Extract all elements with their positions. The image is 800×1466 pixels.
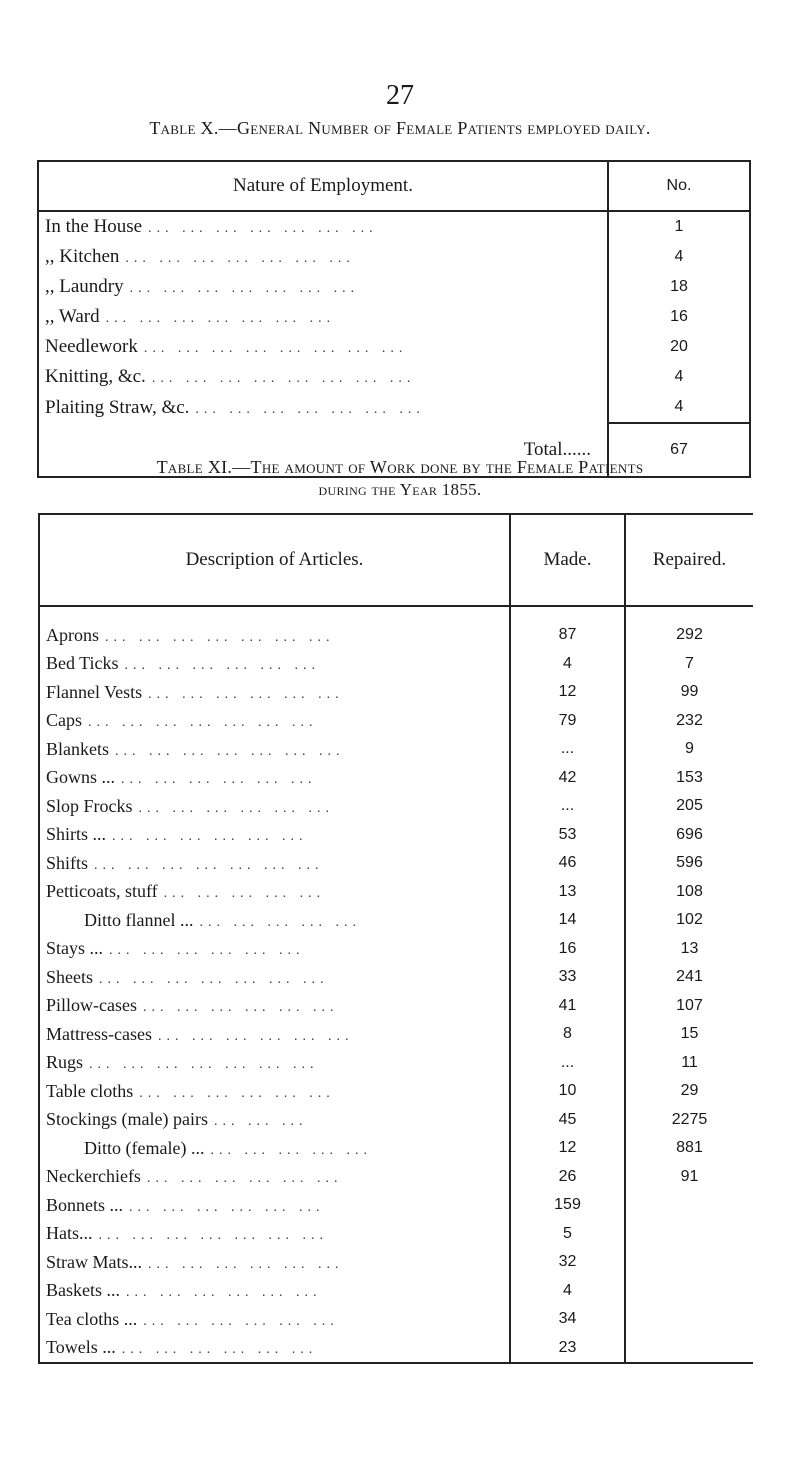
row-label: Stockings (male) pairs bbox=[46, 1109, 208, 1130]
row-label: ,, Laundry bbox=[45, 276, 124, 297]
made-cell: 16 bbox=[510, 935, 625, 964]
dot-leader: ... ... ... ... ... ... ... bbox=[89, 1057, 319, 1073]
dot-leader: ... ... ... ... ... ... ... bbox=[148, 221, 378, 236]
article-cell bbox=[39, 1334, 510, 1364]
leader-line bbox=[46, 767, 503, 788]
row-label: Shifts bbox=[46, 852, 89, 873]
count-cell: 18 bbox=[608, 272, 750, 302]
row-label: Shirts ... bbox=[46, 824, 107, 845]
table-row bbox=[39, 707, 753, 736]
repaired-cell: 102 bbox=[676, 911, 703, 929]
article-cell bbox=[39, 1248, 510, 1277]
repaired-cell: 13 bbox=[680, 939, 699, 957]
dot-leader: ... ... ... ... ... ... ... bbox=[105, 629, 335, 645]
table-row bbox=[39, 1191, 753, 1220]
leader-line bbox=[46, 1337, 503, 1358]
repaired-cell: 107 bbox=[676, 996, 703, 1014]
table-row bbox=[39, 764, 753, 793]
table-x-body bbox=[38, 211, 750, 423]
leader-line bbox=[46, 938, 503, 959]
row-label: Ditto (female) ... bbox=[84, 1137, 205, 1158]
employment-cell bbox=[38, 272, 608, 302]
row-label: Knitting, &c. bbox=[45, 366, 146, 387]
dot-leader: ... ... ... bbox=[213, 1114, 308, 1130]
article-cell bbox=[39, 1305, 510, 1334]
repaired-cell: 15 bbox=[680, 1025, 699, 1043]
article-cell bbox=[39, 963, 510, 992]
repaired-cell: 2275 bbox=[671, 1110, 708, 1128]
leader-line bbox=[45, 336, 601, 358]
col-no-header: No. bbox=[608, 161, 750, 211]
made-cell: 12 bbox=[510, 1134, 625, 1163]
leader-line bbox=[46, 1024, 503, 1045]
repaired-cell: 91 bbox=[680, 1167, 699, 1185]
dot-leader: ... ... ... ... ... ... bbox=[129, 1199, 325, 1215]
row-label: Hats... bbox=[46, 1223, 93, 1244]
dot-leader: ... ... ... ... ... ... bbox=[157, 1028, 354, 1044]
leader-line bbox=[46, 910, 503, 931]
row-label: Table cloths bbox=[46, 1080, 134, 1101]
table-x-title-text: General Number of Female Patients employed daily. bbox=[236, 118, 651, 138]
table-row bbox=[39, 1334, 753, 1364]
dot-leader: ... ... ... ... ... ... bbox=[126, 1285, 322, 1301]
made-cell: 34 bbox=[510, 1305, 625, 1334]
table-row bbox=[39, 849, 753, 878]
table-xi-body bbox=[39, 606, 753, 1363]
made-cell: 159 bbox=[510, 1191, 625, 1220]
table-row bbox=[39, 1134, 753, 1163]
count-cell: 4 bbox=[608, 242, 750, 272]
repaired-cell bbox=[625, 1305, 753, 1334]
table-row bbox=[39, 963, 753, 992]
total-value: 67 bbox=[608, 423, 750, 477]
repaired-cell: 696 bbox=[676, 825, 703, 843]
col-nature-header: Nature of Employment. bbox=[38, 161, 608, 211]
article-cell bbox=[39, 935, 510, 964]
row-label: Bonnets ... bbox=[46, 1194, 124, 1215]
table-xi-header-row bbox=[39, 514, 753, 606]
row-label: Mattress-cases bbox=[46, 1023, 152, 1044]
dot-leader: ... ... ... ... ... ... bbox=[139, 1085, 335, 1101]
col-made-header: Made. bbox=[510, 514, 625, 606]
row-label: Tea cloths ... bbox=[46, 1308, 138, 1329]
leader-line bbox=[45, 306, 601, 328]
made-cell: 5 bbox=[510, 1220, 625, 1249]
dot-leader: ... ... ... ... ... ... bbox=[146, 1171, 343, 1187]
table-row bbox=[39, 650, 753, 679]
article-cell bbox=[39, 906, 510, 935]
made-cell: ... bbox=[510, 735, 625, 764]
total-label: Total...... bbox=[38, 423, 608, 477]
leader-line bbox=[46, 824, 503, 845]
dot-leader: ... ... ... ... ... bbox=[163, 886, 326, 902]
repaired-cell: 292 bbox=[676, 626, 703, 644]
table-row bbox=[39, 606, 753, 650]
repaired-cell bbox=[625, 1248, 753, 1277]
table-xi-subtitle bbox=[0, 480, 800, 500]
article-cell bbox=[39, 650, 510, 679]
table-row bbox=[39, 878, 753, 907]
dot-leader: ... ... ... ... ... bbox=[199, 914, 361, 930]
repaired-cell bbox=[625, 1277, 753, 1306]
table-row bbox=[39, 1020, 753, 1049]
dot-leader: ... ... ... ... ... ... ... bbox=[94, 857, 324, 873]
made-cell: 26 bbox=[510, 1163, 625, 1192]
row-label: Gowns ... bbox=[46, 767, 116, 788]
row-label: Rugs bbox=[46, 1052, 84, 1073]
dot-leader: ... ... ... ... ... bbox=[210, 1142, 372, 1158]
leader-line bbox=[46, 1280, 503, 1301]
leader-line bbox=[46, 682, 503, 703]
dot-leader: ... ... ... ... ... ... bbox=[109, 943, 305, 959]
table-row bbox=[39, 1106, 753, 1135]
leader-line bbox=[46, 1081, 503, 1102]
table-xi-title-prefix: Table XI.— bbox=[156, 457, 251, 477]
table-x-title-prefix: Table X.— bbox=[149, 118, 237, 138]
dot-leader: ... ... ... ... ... ... bbox=[124, 658, 321, 674]
made-cell: ... bbox=[510, 1049, 625, 1078]
dot-leader: ... ... ... ... ... ... ... bbox=[105, 311, 336, 326]
dot-leader: ... ... ... ... ... ... bbox=[138, 800, 335, 816]
leader-line bbox=[46, 1195, 503, 1216]
row-label: Ditto flannel ... bbox=[84, 909, 194, 930]
repaired-cell: 241 bbox=[676, 968, 703, 986]
article-cell bbox=[39, 678, 510, 707]
count-cell: 4 bbox=[608, 362, 750, 392]
count-cell: 20 bbox=[608, 332, 750, 362]
article-cell bbox=[39, 1191, 510, 1220]
row-label: Towels ... bbox=[46, 1337, 116, 1358]
dot-leader: ... ... ... ... ... ... ... bbox=[115, 743, 345, 759]
repaired-cell: 596 bbox=[676, 854, 703, 872]
row-label: Plaiting Straw, &c. bbox=[45, 396, 190, 418]
table-row bbox=[39, 678, 753, 707]
leader-line bbox=[46, 1309, 503, 1330]
leader-line bbox=[46, 995, 503, 1016]
made-cell: 53 bbox=[510, 821, 625, 850]
article-cell bbox=[39, 735, 510, 764]
leader-line bbox=[46, 967, 503, 988]
employment-cell bbox=[38, 302, 608, 332]
employment-cell bbox=[38, 242, 608, 272]
table-row bbox=[39, 1248, 753, 1277]
table-x bbox=[37, 160, 751, 478]
leader-line bbox=[45, 397, 601, 419]
table-row bbox=[39, 992, 753, 1021]
article-cell bbox=[39, 707, 510, 736]
row-label: Neckerchiefs bbox=[46, 1166, 141, 1187]
made-cell: 10 bbox=[510, 1077, 625, 1106]
made-cell: 32 bbox=[510, 1248, 625, 1277]
leader-line bbox=[46, 1138, 503, 1159]
repaired-cell: 29 bbox=[680, 1082, 699, 1100]
article-cell bbox=[39, 878, 510, 907]
made-cell: 33 bbox=[510, 963, 625, 992]
article-cell bbox=[39, 1134, 510, 1163]
article-cell bbox=[39, 606, 510, 650]
row-label: Bed Ticks bbox=[46, 653, 119, 674]
dot-leader: ... ... ... ... ... ... ... bbox=[98, 1228, 328, 1244]
table-x-header-row bbox=[38, 161, 750, 211]
made-cell: 42 bbox=[510, 764, 625, 793]
made-cell: 14 bbox=[510, 906, 625, 935]
table-row bbox=[39, 792, 753, 821]
article-cell bbox=[39, 1277, 510, 1306]
repaired-cell: 99 bbox=[680, 683, 699, 701]
leader-line bbox=[46, 653, 503, 674]
leader-line bbox=[46, 1052, 503, 1073]
table-row bbox=[39, 1305, 753, 1334]
article-cell bbox=[39, 849, 510, 878]
made-cell: 23 bbox=[510, 1334, 625, 1364]
repaired-cell: 11 bbox=[681, 1053, 698, 1071]
dot-leader: ... ... ... ... ... ... bbox=[148, 686, 344, 702]
dot-leader: ... ... ... ... ... ... ... bbox=[125, 251, 355, 266]
row-label: Sheets bbox=[46, 966, 93, 987]
employment-cell bbox=[38, 332, 608, 362]
table-row bbox=[39, 1163, 753, 1192]
leader-line bbox=[46, 1252, 503, 1273]
dot-leader: ... ... ... ... ... ... ... ... bbox=[143, 341, 408, 356]
dot-leader: ... ... ... ... ... ... bbox=[142, 1000, 339, 1016]
article-cell bbox=[39, 764, 510, 793]
leader-line bbox=[45, 366, 601, 388]
repaired-cell: 205 bbox=[676, 797, 703, 815]
leader-line bbox=[46, 710, 503, 731]
count-cell: 16 bbox=[608, 302, 750, 332]
made-cell: 8 bbox=[510, 1020, 625, 1049]
made-cell: 12 bbox=[510, 678, 625, 707]
col-repaired-header: Repaired. bbox=[625, 514, 753, 606]
table-row bbox=[39, 1049, 753, 1078]
count-cell: 1 bbox=[608, 211, 750, 242]
row-label: Stays ... bbox=[46, 938, 104, 959]
table-row bbox=[38, 392, 750, 423]
table-row bbox=[39, 821, 753, 850]
table-row bbox=[39, 735, 753, 764]
dot-leader: ... ... ... ... ... ... ... ... bbox=[151, 371, 416, 386]
leader-line bbox=[46, 881, 503, 902]
table-xi-title-text: The amount of Work done by the Female Patients bbox=[250, 457, 644, 477]
repaired-cell: 153 bbox=[676, 768, 703, 786]
row-label: Straw Mats... bbox=[46, 1251, 142, 1272]
row-label: Slop Frocks bbox=[46, 795, 133, 816]
repaired-cell: 9 bbox=[685, 740, 694, 758]
made-cell: 13 bbox=[510, 878, 625, 907]
made-cell: 45 bbox=[510, 1106, 625, 1135]
table-xi-subtitle-text: during the Year 1855. bbox=[318, 480, 482, 499]
made-cell: 79 bbox=[510, 707, 625, 736]
leader-line bbox=[45, 276, 601, 298]
dot-leader: ... ... ... ... ... ... bbox=[112, 829, 308, 845]
leader-line bbox=[46, 1109, 503, 1130]
row-label: Petticoats, stuff bbox=[46, 881, 158, 902]
col-description-header: Description of Articles. bbox=[39, 514, 510, 606]
repaired-cell: 881 bbox=[676, 1139, 703, 1157]
leader-line bbox=[46, 853, 503, 874]
article-cell bbox=[39, 992, 510, 1021]
row-label: ,, Kitchen bbox=[45, 246, 120, 267]
table-row bbox=[38, 362, 750, 392]
dot-leader: ... ... ... ... ... ... ... bbox=[129, 281, 360, 296]
repaired-cell: 108 bbox=[676, 882, 703, 900]
dot-leader: ... ... ... ... ... ... bbox=[143, 1313, 339, 1329]
row-label: Caps bbox=[46, 710, 82, 731]
made-cell: 4 bbox=[510, 650, 625, 679]
row-label: Pillow-cases bbox=[46, 995, 137, 1016]
dot-leader: ... ... ... ... ... ... bbox=[148, 1256, 344, 1272]
dot-leader: ... ... ... ... ... ... ... bbox=[88, 715, 318, 731]
repaired-cell bbox=[625, 1220, 753, 1249]
row-label: Needlework bbox=[45, 336, 138, 357]
repaired-cell bbox=[625, 1334, 753, 1364]
table-row bbox=[39, 1220, 753, 1249]
table-xi bbox=[38, 513, 753, 1364]
table-x-title bbox=[0, 118, 800, 139]
table-row bbox=[38, 302, 750, 332]
table-row bbox=[38, 332, 750, 362]
page-number: 27 bbox=[386, 80, 414, 111]
leader-line bbox=[46, 1166, 503, 1187]
dot-leader: ... ... ... ... ... ... ... bbox=[195, 401, 425, 417]
made-cell: 4 bbox=[510, 1277, 625, 1306]
article-cell bbox=[39, 792, 510, 821]
table-row bbox=[39, 1077, 753, 1106]
row-label: Blankets bbox=[46, 738, 109, 759]
row-label: Baskets ... bbox=[46, 1280, 120, 1301]
table-row bbox=[39, 1277, 753, 1306]
article-cell bbox=[39, 1220, 510, 1249]
repaired-cell: 7 bbox=[685, 654, 694, 672]
article-cell bbox=[39, 821, 510, 850]
table-row bbox=[39, 906, 753, 935]
repaired-cell: 232 bbox=[676, 711, 703, 729]
employment-cell bbox=[38, 362, 608, 392]
table-xi-title bbox=[0, 457, 800, 478]
repaired-cell bbox=[625, 1191, 753, 1220]
row-label: Flannel Vests bbox=[46, 681, 143, 702]
row-label: ,, Ward bbox=[45, 306, 100, 327]
article-cell bbox=[39, 1077, 510, 1106]
table-row bbox=[38, 242, 750, 272]
dot-leader: ... ... ... ... ... ... bbox=[121, 772, 317, 788]
row-label: Aprons bbox=[46, 624, 99, 645]
article-cell bbox=[39, 1049, 510, 1078]
article-cell bbox=[39, 1163, 510, 1192]
dot-leader: ... ... ... ... ... ... ... bbox=[99, 971, 329, 987]
made-cell: ... bbox=[510, 792, 625, 821]
table-row bbox=[38, 272, 750, 302]
employment-cell bbox=[38, 211, 608, 242]
leader-line bbox=[45, 216, 601, 238]
leader-line bbox=[46, 739, 503, 760]
count-cell: 4 bbox=[608, 392, 750, 423]
row-label: In the House bbox=[45, 216, 143, 237]
table-row bbox=[38, 211, 750, 242]
dot-leader: ... ... ... ... ... ... bbox=[121, 1342, 318, 1358]
leader-line bbox=[46, 1223, 503, 1244]
employment-cell bbox=[38, 392, 608, 423]
article-cell bbox=[39, 1020, 510, 1049]
made-cell: 46 bbox=[510, 849, 625, 878]
article-cell bbox=[39, 1106, 510, 1135]
table-row bbox=[39, 935, 753, 964]
leader-line bbox=[46, 796, 503, 817]
leader-line bbox=[46, 625, 503, 646]
made-cell: 87 bbox=[510, 606, 625, 650]
made-cell: 41 bbox=[510, 992, 625, 1021]
leader-line bbox=[45, 246, 601, 268]
